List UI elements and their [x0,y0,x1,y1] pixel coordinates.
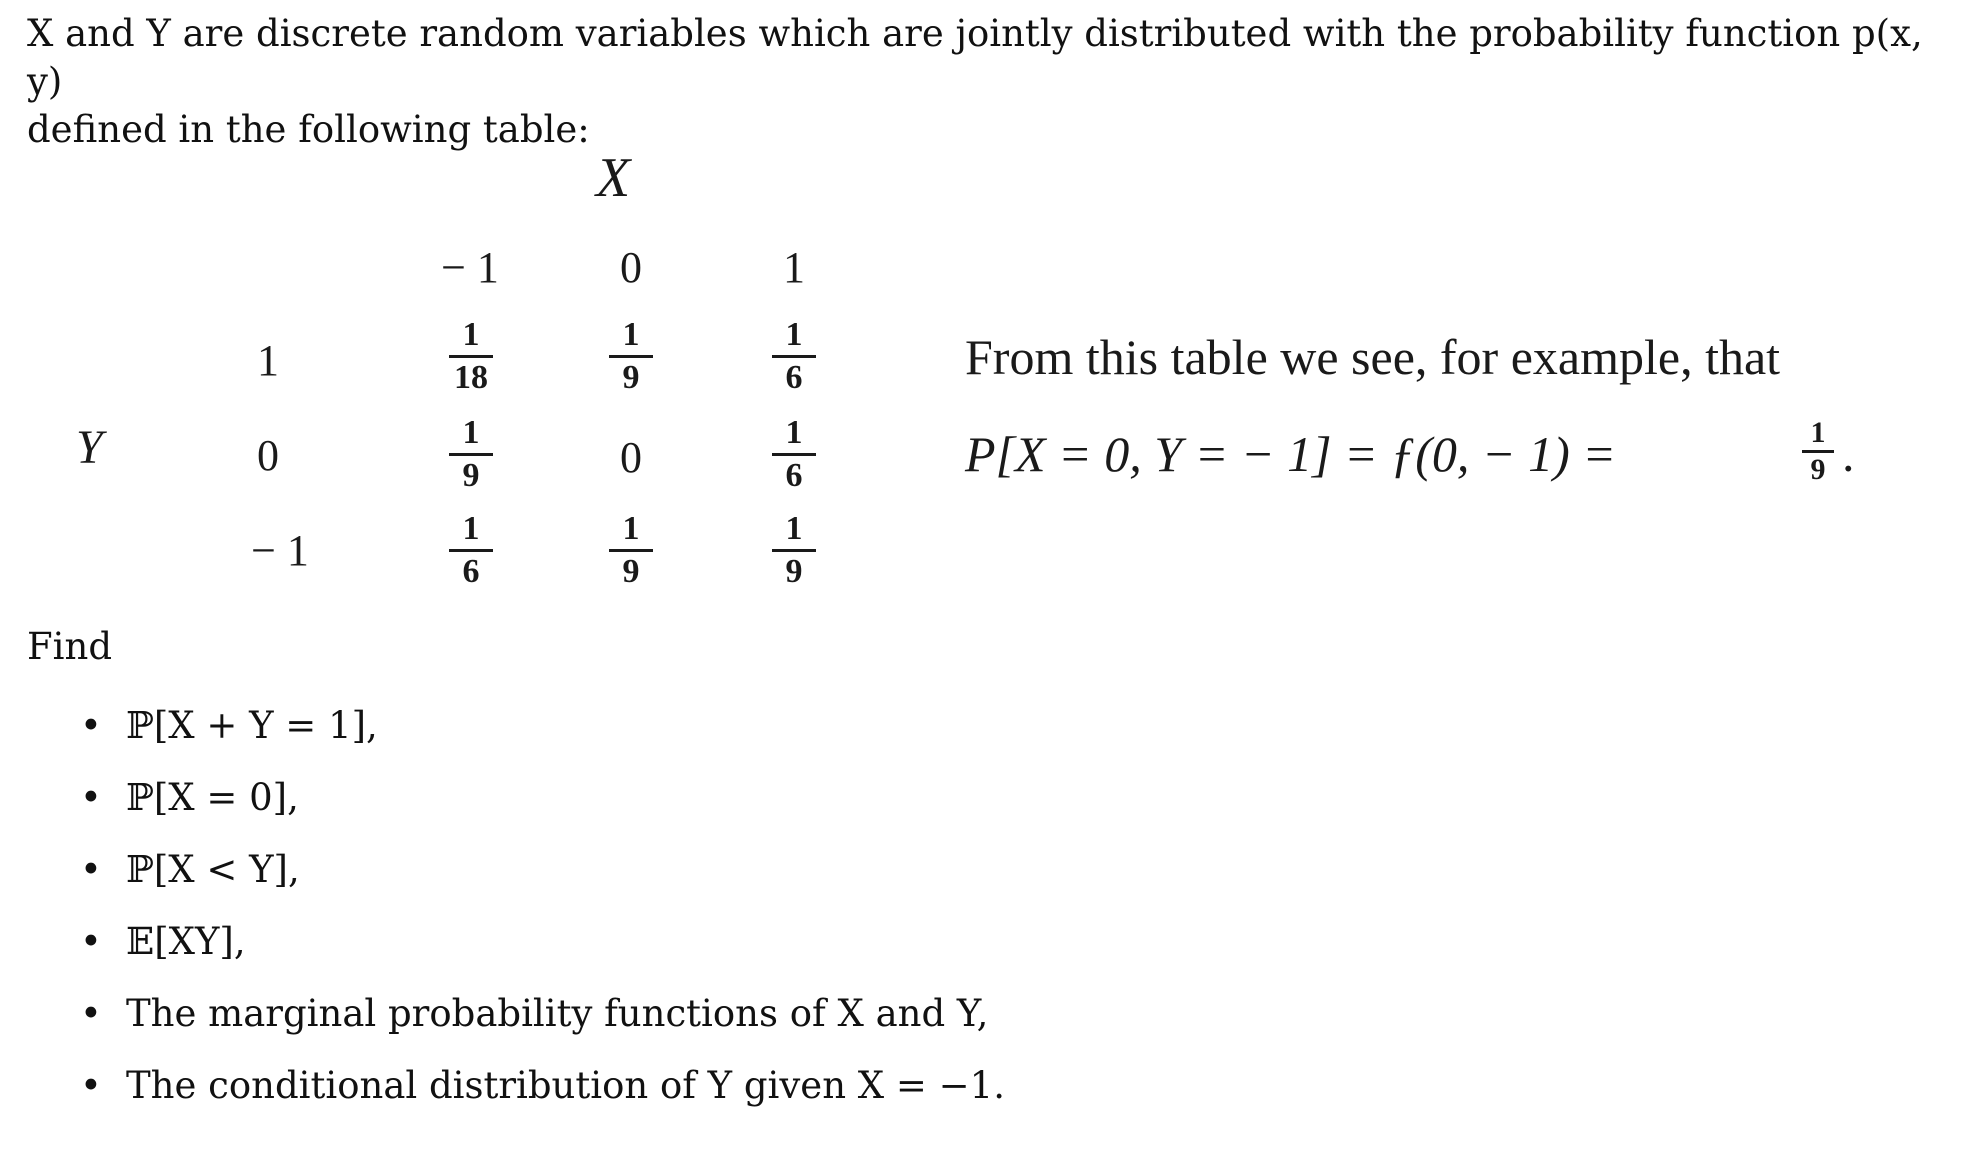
cell-numerator: 1 [785,414,803,451]
fraction-bar [449,549,493,552]
bullet-icon: • [80,992,102,1035]
cell-yneg1-x1 [754,512,834,589]
example-numerator: 1 [1810,416,1826,449]
list-item [80,834,1005,906]
find-label: Find [27,625,113,668]
cell-numerator: 1 [622,510,640,547]
question-text: ℙ[X + Y = 1], [126,704,378,747]
cell-y1-x1 [754,318,834,395]
list-item [80,906,1005,978]
fraction-bar [772,355,816,358]
intro-line-1: X and Y are discrete random variables which are jointly distributed with the probability function p(x, y) [27,12,1923,103]
cell-denominator: 18 [454,359,488,396]
list-item [80,1050,1005,1122]
y-value-0: 0 [257,431,279,480]
bullet-icon: • [80,776,102,819]
question-list [80,690,1005,1122]
cell-numerator: 1 [462,414,480,451]
y-axis-label: Y [76,421,103,474]
bullet-icon: • [80,1064,102,1107]
fraction-bar [609,549,653,552]
intro-paragraph [27,10,1927,154]
x-value-1: 1 [783,243,805,292]
cell-denominator: 6 [785,457,803,494]
fraction-bar [772,549,816,552]
cell-numerator: 1 [462,316,480,353]
cell-y0-x1 [754,416,834,493]
list-item [80,762,1005,834]
example-period: . [1842,426,1855,482]
y-value-1: 1 [257,336,279,385]
question-text: The marginal probability functions of X and Y, [126,992,989,1035]
cell-denominator: 6 [785,359,803,396]
fraction-bar [449,453,493,456]
cell-numerator: 1 [785,510,803,547]
fraction-bar [772,453,816,456]
cell-y0-x0: 0 [620,433,642,482]
cell-denominator: 9 [622,359,640,396]
x-axis-label: X [596,147,631,209]
cell-denominator: 6 [462,553,480,590]
bullet-icon: • [80,920,102,963]
list-item [80,978,1005,1050]
cell-denominator: 9 [785,553,803,590]
y-value-neg1: − 1 [251,526,309,575]
bullet-icon: • [80,704,102,747]
example-note-line-1: From this table we see, for example, that [965,329,1781,385]
fraction-bar [449,355,493,358]
example-note-line-2 [965,425,1616,483]
bullet-icon: • [80,848,102,891]
list-item [80,690,1005,762]
cell-y1-xneg1 [431,318,511,395]
example-equation: P[X = 0, Y = − 1] = ƒ(0, − 1) = [965,426,1617,482]
cell-y0-xneg1 [431,416,511,493]
cell-yneg1-x0 [591,512,671,589]
question-text: ℙ[X < Y], [126,848,300,891]
cell-y1-x0 [591,318,671,395]
cell-numerator: 1 [622,316,640,353]
intro-line-2: defined in the following table: [27,108,590,151]
cell-denominator: 9 [462,457,480,494]
cell-yneg1-xneg1 [431,512,511,589]
fraction-bar [609,355,653,358]
x-value-0: 0 [620,243,642,292]
question-text: 𝔼[XY], [126,920,246,963]
question-text: The conditional distribution of Y given X = −1. [126,1064,1005,1107]
question-text: ℙ[X = 0], [126,776,299,819]
cell-denominator: 9 [622,553,640,590]
cell-numerator: 1 [462,510,480,547]
cell-numerator: 1 [785,316,803,353]
example-denominator: 9 [1810,453,1826,486]
example-fraction [1790,418,1846,485]
x-value-neg1: − 1 [441,243,499,292]
